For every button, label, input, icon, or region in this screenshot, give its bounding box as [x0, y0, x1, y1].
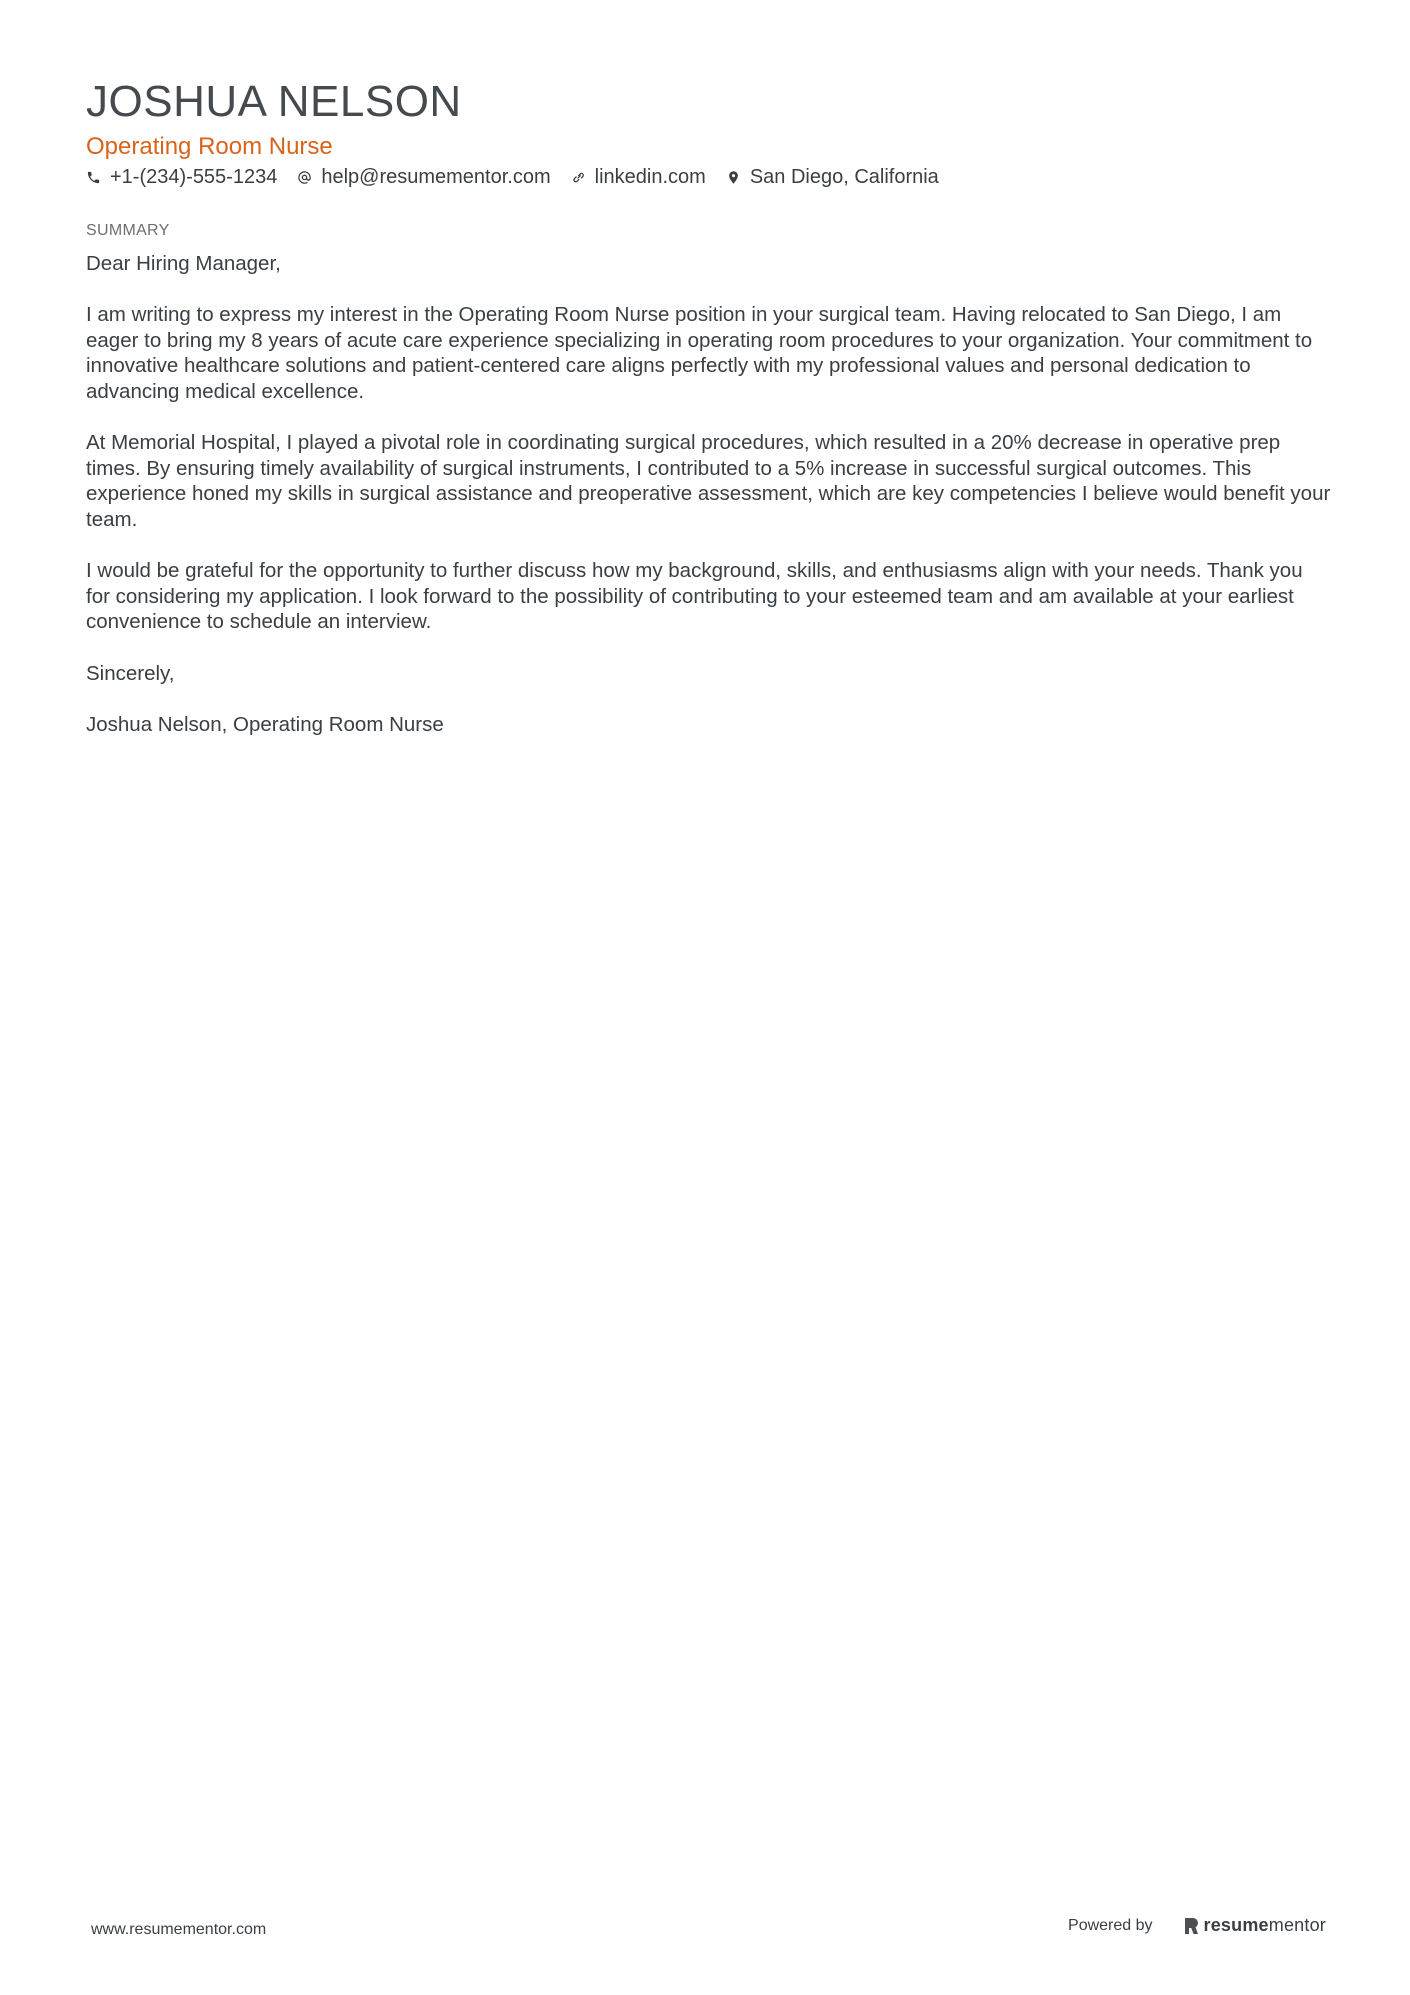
letter-paragraph: I would be grateful for the opportunity to further discuss how my background, skills, and enthusiasms align with your needs. Thank you for considering my application. I look forward to the possibility of contributing to your esteemed team and am available at your earliest convenience to schedule an interview. — [86, 559, 1303, 634]
brand-name-part2: mentor — [1268, 1915, 1326, 1935]
letter-signature: Joshua Nelson, Operating Room Nurse — [86, 712, 444, 736]
contact-linkedin[interactable] — [571, 163, 706, 191]
contact-phone[interactable] — [86, 163, 277, 191]
at-sign-icon — [297, 170, 312, 185]
resumementor-logo-icon — [1183, 1916, 1200, 1936]
contact-bar — [86, 163, 959, 191]
powered-by-label: Powered by — [1068, 1916, 1153, 1934]
email-text: help@resumementor.com — [321, 166, 551, 188]
brand-name-part1: resume — [1203, 1915, 1269, 1935]
brand-logo[interactable] — [1183, 1915, 1326, 1936]
cover-letter-body — [86, 251, 1331, 763]
footer-website-link[interactable]: www.resumementor.com — [91, 1921, 267, 1938]
contact-email[interactable] — [297, 163, 550, 191]
letter-paragraph: At Memorial Hospital, I played a pivotal role in coordinating surgical procedures, which resulted in a 20% decrease in operative prep times. By ensuring timely availability of surgical instruments, I contributed to a 5% increase in successful surgical outcomes. This experience honed my skills in surgical assistance and preoperative assessment, which are key competencies I believe would benefit your team. — [86, 431, 1331, 531]
footer-branding — [1068, 1915, 1326, 1936]
letter-closing: Sincerely, — [86, 661, 175, 685]
phone-text: +1-(234)-555-1234 — [110, 166, 278, 188]
link-icon — [571, 170, 586, 185]
linkedin-text: linkedin.com — [594, 166, 706, 188]
location-pin-icon — [726, 170, 741, 185]
phone-icon — [86, 170, 101, 185]
contact-location — [726, 163, 939, 191]
letter-paragraph: I am writing to express my interest in the Operating Room Nurse position in your surgical team. Having relocated to San Diego, I am eager to bring my 8 years of acute care experience specializing in operating room procedures to your organization. Your commitment to innovative healthcare solutions and patient-centered care aligns perfectly with my professional values and personal dedication to advancing medical excellence. — [86, 303, 1313, 403]
candidate-name: JOSHUA NELSON — [86, 77, 462, 126]
letter-greeting: Dear Hiring Manager, — [86, 252, 281, 275]
location-text: San Diego, California — [749, 166, 939, 188]
job-title: Operating Room Nurse — [86, 133, 333, 160]
section-heading-summary: SUMMARY — [86, 222, 170, 239]
